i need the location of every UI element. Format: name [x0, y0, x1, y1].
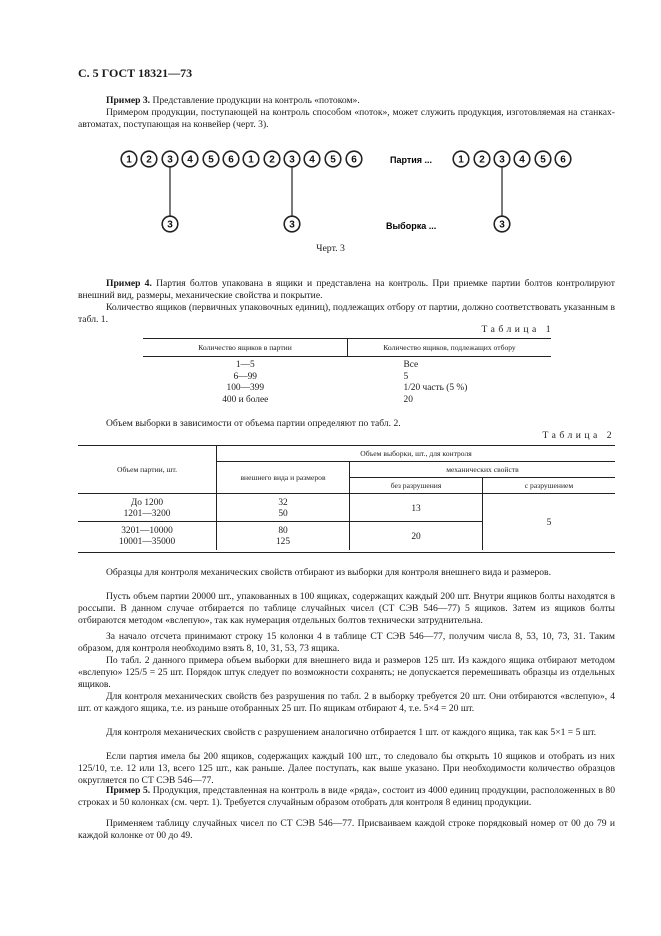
example4-para2: Количество ящиков (первичных упаковочных единиц), подлежащих отбору от партии, должно соответствовать указанным в табл. 1.: [78, 302, 615, 326]
table2-cell: 32: [217, 494, 350, 510]
stream-number: 6: [351, 154, 357, 166]
paragraph-start: За начало отсчета принимают строку 15 колонки 4 в таблице СТ СЭВ 546—77, получим числа 8, 53, 10, 73, 31. Таким образом, для контроля необходимо взять 8, 10, 31, 53, 73 ящика.: [78, 631, 615, 655]
paragraph-destructive: Для контроля механических свойств с разрушением аналогично отбирается 1 шт. от каждого ящика, так как 5×1 = 5 шт.: [106, 727, 597, 738]
batch-number: 2: [479, 154, 485, 166]
table-row: [143, 395, 551, 407]
table2-cell: 10001—35000: [78, 537, 217, 550]
table2-cell: 1201—3200: [78, 509, 217, 521]
stream-number: 4: [309, 154, 315, 166]
table1-cell: 1—5: [235, 360, 255, 370]
table2-bottom-rule: [78, 552, 615, 553]
table2-cell: 50: [217, 509, 350, 521]
stream-circles: [121, 151, 362, 167]
table1-cell: Все: [403, 360, 419, 370]
table2-cell: 80: [217, 521, 350, 537]
example3-body: Примером продукции, поступающей на контроль способом «поток», может служить продукция, изготовляемая на станках-автоматах, поступающая на конвейер (черт. 3).: [78, 107, 615, 131]
table-row: [78, 494, 615, 510]
table2-header-lot: Объем партии, шт.: [78, 446, 217, 494]
figure-3-caption: Черт. 3: [316, 243, 345, 254]
batch-number: 5: [540, 154, 546, 166]
batch-circles: [453, 151, 571, 167]
table1-cell: 20: [403, 394, 413, 405]
table2-intro: Объем выборки в зависимости от объема партии определяют по табл. 2.: [106, 418, 401, 429]
paragraph-samples: Образцы для контроля механических свойств отбирают из выборки для контроля внешнего вида и размеров.: [106, 567, 551, 578]
sample-number: 3: [289, 219, 295, 231]
table2-cell: 3201—10000: [78, 521, 217, 537]
stream-number: 5: [208, 154, 214, 166]
stream-number: 6: [228, 154, 234, 166]
example4-title: Пример 4.: [106, 278, 152, 289]
sample-circles: [162, 216, 510, 232]
table-row: [143, 372, 551, 384]
table1-cell: 6—99: [233, 371, 257, 382]
table1-caption: Таблица 1: [481, 324, 554, 335]
example4-text: Партия болтов упакована в ящики и представлена на контроль. При приемке партии болтов контролируют внешний вид, размеры, механические свойства и покрытие.: [78, 278, 615, 302]
sample-number: 3: [167, 219, 173, 231]
batch-number: 6: [560, 154, 566, 166]
stream-number: 4: [187, 154, 193, 166]
table2-header-nondestr: без разрушения: [350, 478, 483, 494]
table1-cell: 5: [403, 371, 409, 382]
table2-cell: 20: [350, 521, 483, 550]
example3-text: Представление продукции на контроль «потоком».: [150, 95, 360, 106]
table2-cell: До 1200: [78, 494, 217, 510]
table1-cell: 100—399: [226, 383, 264, 393]
table2-cell: 125: [217, 537, 350, 550]
table2-header-destr: с разрушением: [483, 478, 616, 494]
stream-number: 1: [248, 154, 254, 166]
table-1: [143, 338, 551, 406]
batch-number: 4: [519, 154, 525, 166]
batch-number: 1: [458, 154, 464, 166]
stream-number: 5: [330, 154, 336, 166]
table-2: [78, 445, 615, 550]
paragraph-visual: По табл. 2 данного примера объем выборки для внешнего вида и размеров 125 шт. Из каждого ящика отбирают методом «вслепую» 125/5 = 25 шт. Порядок штук следует по возможности сохранять; не допускается перемешивать образцы из отдельных ящиков.: [78, 655, 615, 691]
paragraph-lot-example: Пусть объем партии 20000 шт., упакованных в 100 ящиках, содержащих каждый 200 шт. Внутри ящиков болты находятся в россыпи. В данном случае отбирается по таблице случайных чисел (СТ СЭВ 546—77) 5 ящиков. Затем из ящиков болты отбираются методом «вслепую», так как нумерация отдельных болтов технически затруднительна.: [78, 591, 615, 627]
example5-text: Продукция, представленная на контроль в виде «ряда», состоит из 4000 единиц продукции, расположенных в 80 строках и 50 колонках (см. черт. 1). Требуется случайным образом отобрать для контроля 8 единиц продукции.: [78, 785, 615, 809]
sample-label: Выборка ...: [386, 221, 437, 231]
table1-cell: 400 и более: [222, 394, 269, 405]
stream-number: 1: [126, 154, 132, 166]
figure-3-diagram: [0, 140, 661, 240]
batch-label: Партия ...: [390, 155, 433, 165]
paragraph-200-boxes: Если партия имела бы 200 ящиков, содержащих каждый 100 шт., то следовало бы открыть 10 ящиков и отобрать из них 125/10, т.е. 12 или 13, всего 125 шт., как раньше. Далее поступать, как выше указано. При необходимости количество образцов округляется по СТ СЭВ 546—77.: [78, 751, 615, 787]
stream-number: 3: [167, 154, 173, 166]
example4-paragraph: [78, 278, 615, 302]
table-row: [143, 357, 551, 372]
table2-cell: 5: [483, 494, 616, 551]
page-header: С. 5 ГОСТ 18321—73: [78, 66, 193, 80]
table1-header-selected: Количество ящиков, подлежащих отбору: [348, 339, 552, 357]
table-row: [143, 383, 551, 395]
stream-number: 2: [269, 154, 275, 166]
sample-number: 3: [499, 219, 505, 231]
example3-title: Пример 3.: [106, 95, 151, 106]
table1-cell: 1/20 часть (5 %): [403, 383, 468, 393]
table2-caption: Таблица 2: [542, 430, 615, 441]
example5-title: Пример 5.: [106, 785, 151, 796]
table2-cell: 13: [350, 494, 483, 522]
example5-paragraph: [78, 785, 615, 809]
example5-para2: Применяем таблицу случайных чисел по СТ СЭВ 546—77. Присваиваем каждой строке порядковый номер от 00 до 79 и каждой колонке от 00 до 49.: [78, 818, 615, 842]
batch-number: 3: [499, 154, 505, 166]
stream-number: 3: [289, 154, 295, 166]
stream-number: 2: [146, 154, 152, 166]
table2-header-sample: Объем выборки, шт., для контроля: [217, 446, 616, 462]
example3-heading: [78, 95, 615, 107]
table1-header-lots: Количество ящиков в партии: [143, 339, 348, 357]
paragraph-nondestructive: Для контроля механических свойств без разрушения по табл. 2 в выборку требуется 20 шт. Они отбираются «вслепую», 4 шт. от каждого ящика, т.е. из раньше отобранных 25 шт. По ящикам отбирают 4, т.е. 5×4 = 20 шт.: [78, 691, 615, 715]
table2-header-visual: внешнего вида и размеров: [217, 462, 350, 494]
table2-header-mech: механических свойств: [350, 462, 616, 478]
